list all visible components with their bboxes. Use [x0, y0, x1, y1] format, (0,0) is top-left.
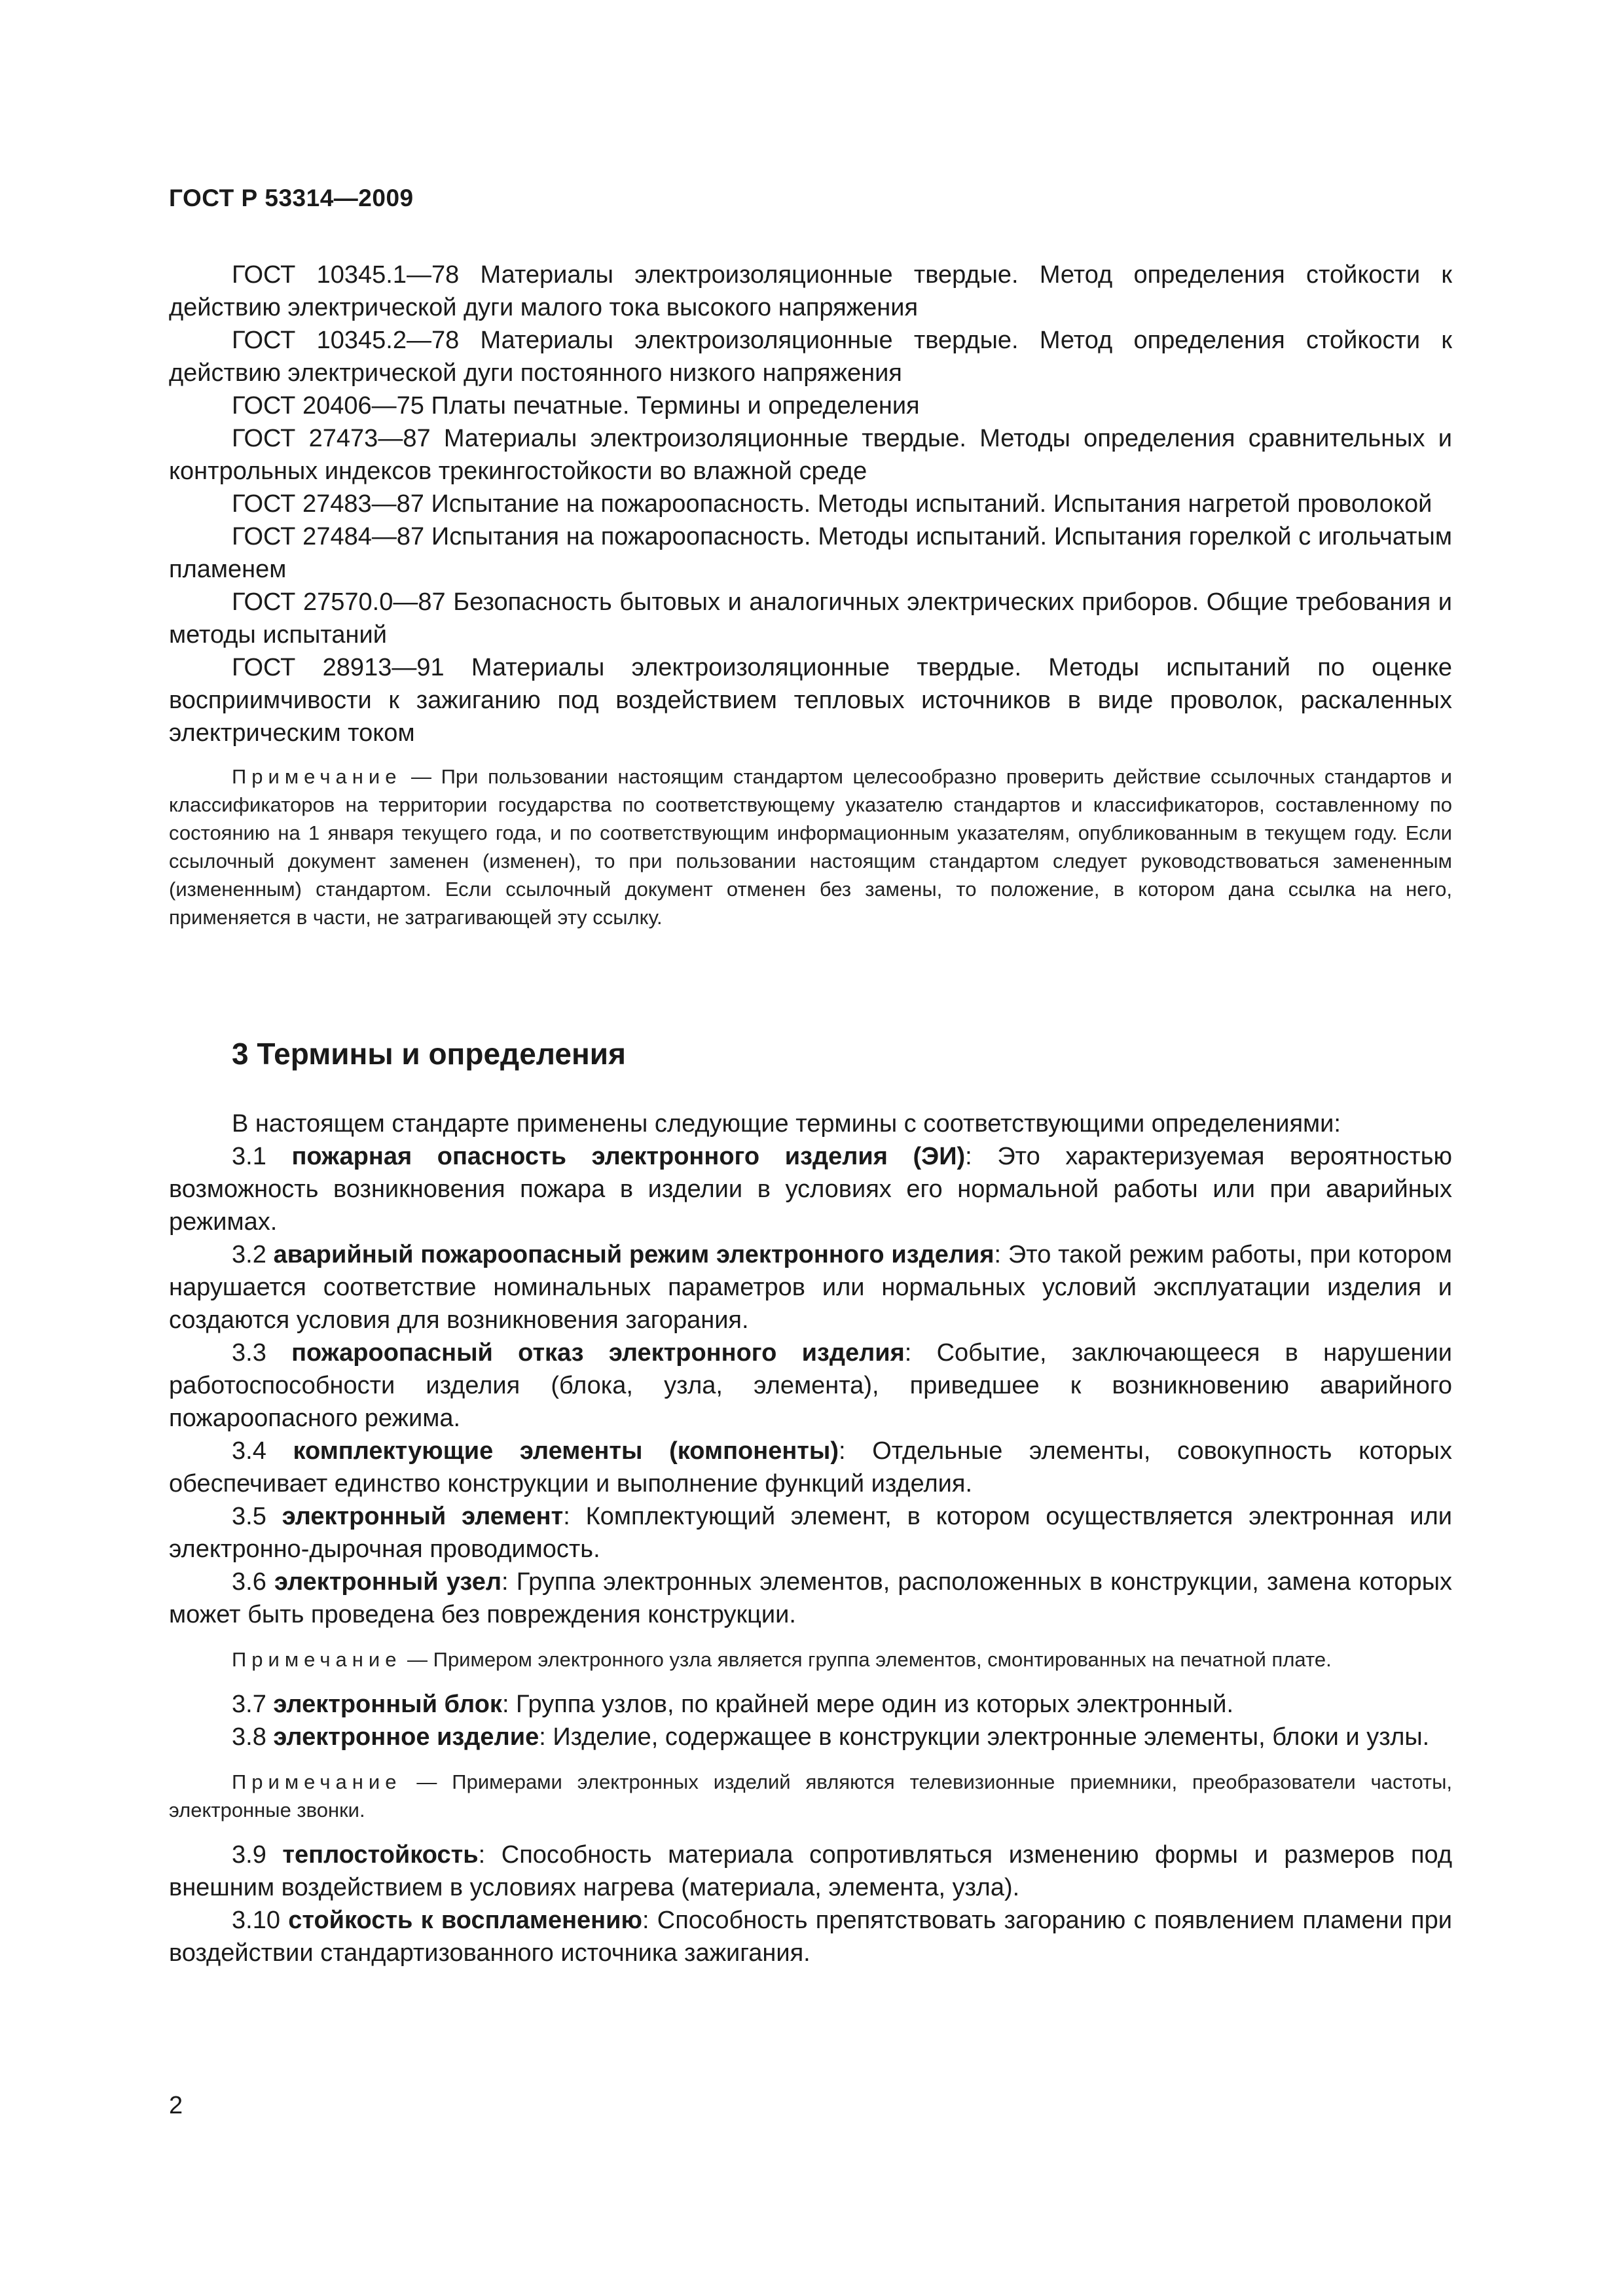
note-label: Примечание: [232, 765, 402, 788]
term-definition: : Это характеризуемая вероятностью возможность возникновения пожара в изделии в условиях его нормальной работы или при аварийных режимах.: [169, 1143, 1452, 1236]
note-text: — Примерами электронных изделий являются телевизионные приемники, преобразователи частоты, электронные звонки.: [169, 1770, 1452, 1821]
term-name: комплектующие элементы (компоненты): [293, 1437, 839, 1465]
term-name: электронный элемент: [282, 1503, 564, 1530]
reference-item: ГОСТ 27570.0—87 Безопасность бытовых и аналогичных электрических приборов. Общие требования и методы испытаний: [169, 588, 1452, 649]
term-name: электронный узел: [274, 1568, 502, 1596]
term-3-5: [169, 1500, 1452, 1566]
term-definition: : Способность препятствовать загоранию с появлением пламени при воздействии стандартизованного источника зажигания.: [169, 1907, 1452, 1967]
term-name: электронный блок: [273, 1691, 502, 1718]
term-number: 3.5: [232, 1503, 282, 1530]
term-definition: : Отдельные элементы, совокупность которых обеспечивает единство конструкции и выполнение функций изделия.: [169, 1437, 1452, 1498]
term-3-6: [169, 1566, 1452, 1631]
terms-section: [169, 1107, 1452, 1969]
term-3-10: [169, 1904, 1452, 1969]
term-definition: : Изделие, содержащее в конструкции электронные элементы, блоки и узлы.: [539, 1723, 1430, 1751]
term-number: 3.7: [232, 1691, 274, 1718]
note-references: [169, 762, 1452, 931]
note-text: — При пользовании настоящим стандартом целесообразно проверить действие ссылочных стандартов и классификаторов на территории государства по соответствующему указателю стандартов и классификаторов, составленному по состоянию на 1 января текущего года, и по соответствующим информационным указателям, опубликованным в текущем году. Если ссылочный документ заменен (изменен), то при пользовании настоящим стандартом следует руководствоваться замененным (измененным) стандартом. Если ссылочный документ отменен без замены, то положение, в котором дана ссылка на него, применяется в части, не затрагивающей эту ссылку.: [169, 765, 1452, 929]
term-3-2: [169, 1238, 1452, 1336]
references-list: [169, 259, 1452, 931]
note-label: Примечание: [232, 1648, 402, 1671]
reference-item: ГОСТ 20406—75 Платы печатные. Термины и определения: [232, 392, 920, 420]
term-number: 3.10: [232, 1907, 289, 1934]
note-electronic-products: [169, 1768, 1452, 1824]
term-name: электронное изделие: [273, 1723, 539, 1751]
term-definition: : Группа электронных элементов, расположенных в конструкции, замена которых может быть проведена без повреждения конструкции.: [169, 1568, 1453, 1628]
term-definition: : Способность материала сопротивляться изменению формы и размеров под внешним воздействием в условиях нагрева (материала, элемента, узла).: [169, 1841, 1452, 1901]
document-header: ГОСТ Р 53314—2009: [169, 185, 414, 211]
note-electronic-unit: [169, 1645, 1452, 1674]
term-number: 3.2: [232, 1241, 274, 1268]
term-name: теплостойкость: [282, 1841, 479, 1869]
reference-item: ГОСТ 27484—87 Испытания на пожароопасность. Методы испытаний. Испытания горелкой с игольчатым пламенем: [169, 523, 1452, 583]
reference-item: ГОСТ 10345.1—78 Материалы электроизоляционные твердые. Метод определения стойкости к действию электрической дуги малого тока высокого напряжения: [169, 261, 1452, 321]
term-name: аварийный пожароопасный режим электронного изделия: [273, 1241, 994, 1268]
term-3-8: [169, 1721, 1452, 1753]
section-title: 3 Термины и определения: [232, 1037, 626, 1071]
reference-item: ГОСТ 28913—91 Материалы электроизоляционные твердые. Методы испытаний по оценке восприимчивости к зажиганию под воздействием тепловых источников в виде проволок, раскаленных электрическим током: [169, 654, 1452, 747]
term-number: 3.1: [232, 1143, 292, 1170]
terms-intro: В настоящем стандарте применены следующие термины с соответствующими определениями:: [232, 1110, 1341, 1138]
term-3-7: [169, 1688, 1452, 1721]
term-number: 3.8: [232, 1723, 274, 1751]
reference-item: ГОСТ 10345.2—78 Материалы электроизоляционные твердые. Метод определения стойкости к действию электрической дуги постоянного низкого напряжения: [169, 327, 1452, 387]
reference-item: ГОСТ 27483—87 Испытание на пожароопасность. Методы испытаний. Испытания нагретой проволокой: [232, 490, 1432, 518]
term-name: пожарная опасность электронного изделия (ЭИ): [291, 1143, 966, 1170]
term-definition: : Это такой режим работы, при котором нарушается соответствие номинальных параметров или нормальных условий эксплуатации изделия и создаются условия для возникновения загорания.: [169, 1241, 1452, 1334]
term-number: 3.3: [232, 1339, 292, 1367]
term-definition: : Комплектующий элемент, в котором осуществляется электронная или электронно-дырочная проводимость.: [169, 1503, 1452, 1563]
term-number: 3.9: [232, 1841, 283, 1869]
note-label: Примечание: [232, 1770, 402, 1793]
term-number: 3.6: [232, 1568, 274, 1596]
term-3-3: [169, 1336, 1452, 1435]
note-text: — Примером электронного узла является группа элементов, смонтированных на печатной плате.: [401, 1648, 1332, 1671]
reference-item: ГОСТ 27473—87 Материалы электроизоляционные твердые. Методы определения сравнительных и контрольных индексов трекингостойкости во влажной среде: [169, 425, 1452, 485]
term-definition: : Группа узлов, по крайней мере один из которых электронный.: [501, 1691, 1234, 1718]
document-page: [169, 0, 1452, 2296]
term-3-9: [169, 1839, 1452, 1904]
term-3-1: [169, 1140, 1452, 1238]
term-number: 3.4: [232, 1437, 293, 1465]
page-number: 2: [169, 2092, 183, 2119]
term-3-4: [169, 1435, 1452, 1500]
term-name: стойкость к воспламенению: [288, 1907, 642, 1934]
term-definition: : Событие, заключающееся в нарушении работоспособности изделия (блока, узла, элемента), приведшее к возникновению аварийного пожароопасного режима.: [169, 1339, 1452, 1432]
term-name: пожароопасный отказ электронного изделия: [291, 1339, 905, 1367]
